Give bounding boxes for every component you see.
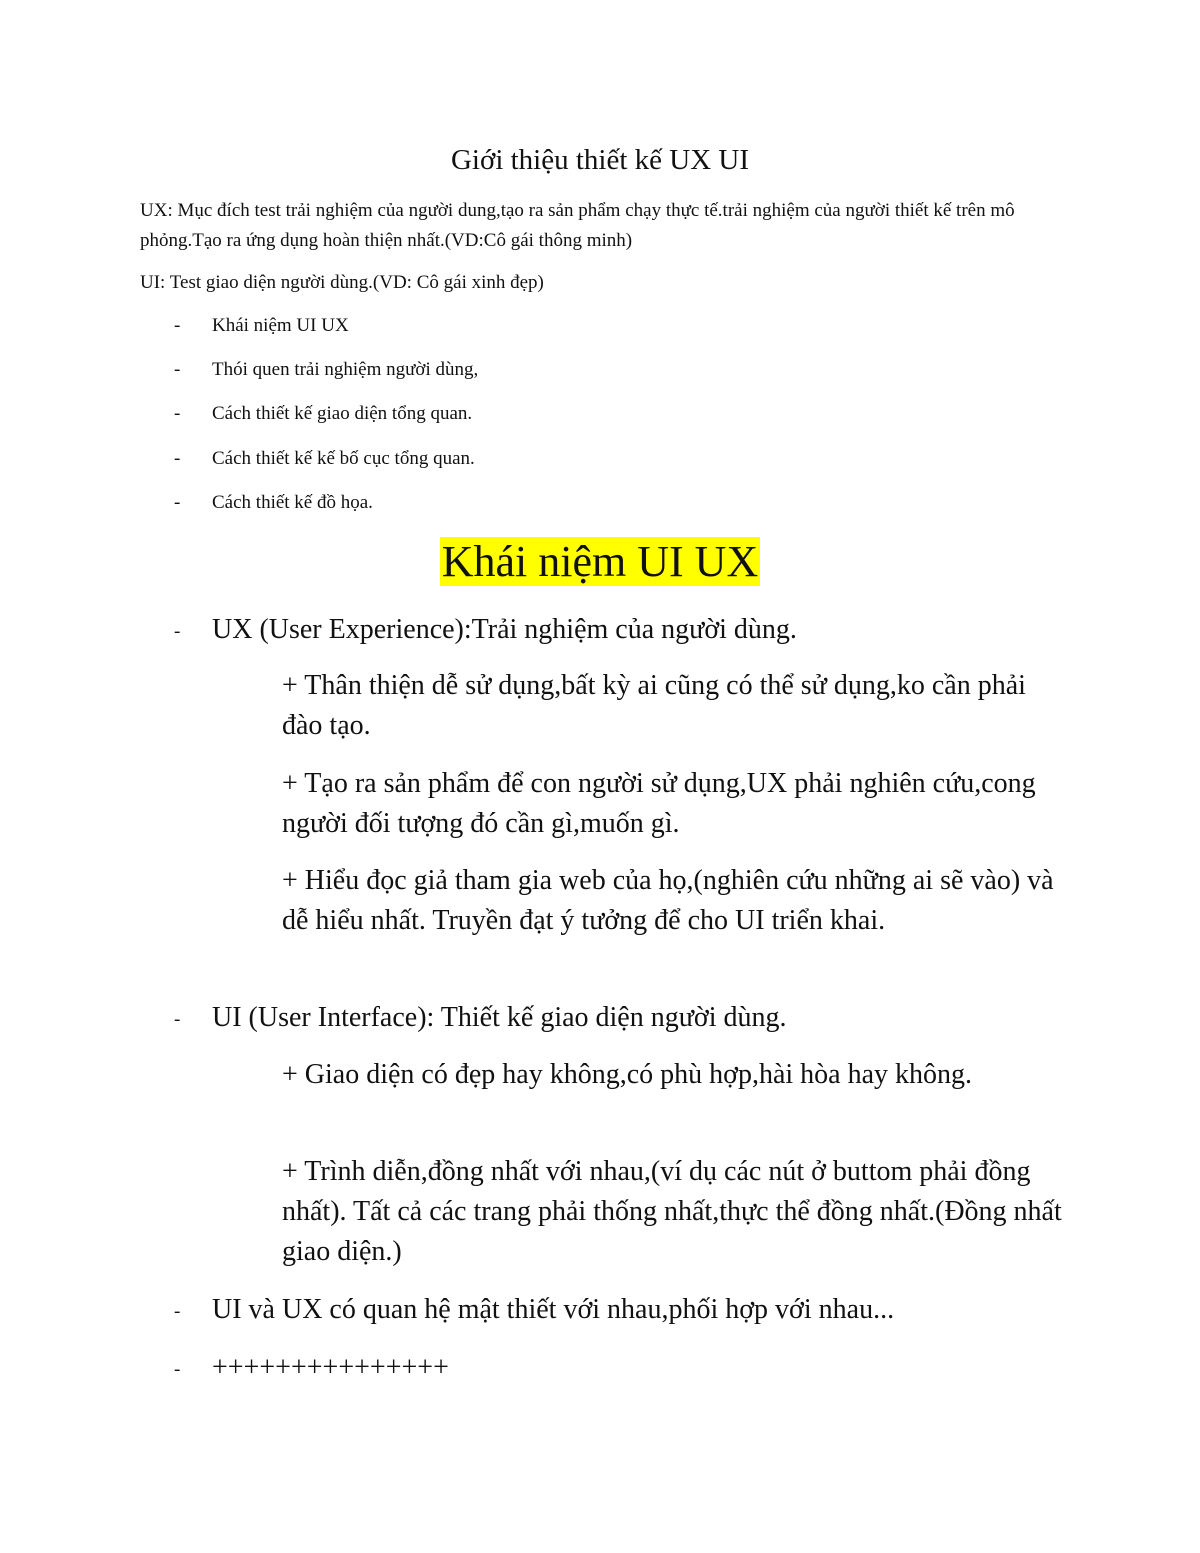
bullet-dash: -: [174, 403, 181, 424]
outline-item-text: Cách thiết kế đồ họa.: [212, 492, 373, 513]
document-title: Giới thiệu thiết kế UX UI: [450, 144, 750, 176]
ux-point: + Hiểu đọc giả tham gia web của họ,(nghiên cứu những ai sẽ vào) và dễ hiểu nhất. Truyền đạt ý tưởng để cho UI triển khai.: [282, 865, 1054, 936]
intro-ux-paragraph: UX: Mục đích test trải nghiệm của người dung,tạo ra sản phẩm chạy thực tế.trải nghiệm của người thiết kế trên mô phỏng.Tạo ra ứng dụng hoàn thiện nhất.(VD:Cô gái thông minh): [140, 200, 1015, 251]
bullet-dash: -: [174, 359, 181, 380]
bullet-dash: -: [174, 1009, 181, 1030]
ux-point: + Tạo ra sản phẩm để con người sử dụng,UX phải nghiên cứu,cong người đối tượng đó cần gì,muốn gì.: [282, 768, 1036, 839]
ui-point: + Trình diễn,đồng nhất với nhau,(ví dụ các nút ở buttom phải đồng nhất). Tất cả các trang phải thống nhất,thực thể đồng nhất.(Đồng nhất giao diện.): [282, 1156, 1062, 1267]
intro-ui-paragraph: UI: Test giao diện người dùng.(VD: Cô gái xinh đẹp): [140, 272, 544, 293]
section-heading: [0, 532, 1200, 592]
section-item-text: UI và UX có quan hệ mật thiết với nhau,phối hợp với nhau...: [212, 1294, 895, 1325]
outline-item-text: Thói quen trải nghiệm người dùng,: [212, 359, 479, 380]
bullet-dash: -: [174, 315, 181, 336]
section-heading-text: Khái niệm UI UX: [441, 537, 759, 586]
outline-item-text: Cách thiết kế kế bố cục tổng quan.: [212, 448, 475, 469]
bullet-dash: -: [174, 492, 181, 513]
section-item-text: UX (User Experience):Trải nghiệm của người dùng.: [212, 614, 797, 645]
section-item-text: +++++++++++++++: [212, 1352, 449, 1383]
bullet-dash: -: [174, 448, 181, 469]
section-item-text: UI (User Interface): Thiết kế giao diện người dùng.: [212, 1002, 787, 1033]
ux-point: + Thân thiện dễ sử dụng,bất kỳ ai cũng có thể sử dụng,ko cần phải đào tạo.: [282, 670, 1026, 741]
bullet-dash: -: [174, 1301, 181, 1322]
ui-point: + Giao diện có đẹp hay không,có phù hợp,hài hòa hay không.: [282, 1059, 973, 1090]
outline-item-text: Cách thiết kế giao diện tổng quan.: [212, 403, 473, 424]
bullet-dash: -: [174, 621, 181, 642]
bullet-dash: -: [174, 1359, 181, 1380]
outline-item-text: Khái niệm UI UX: [212, 315, 349, 336]
